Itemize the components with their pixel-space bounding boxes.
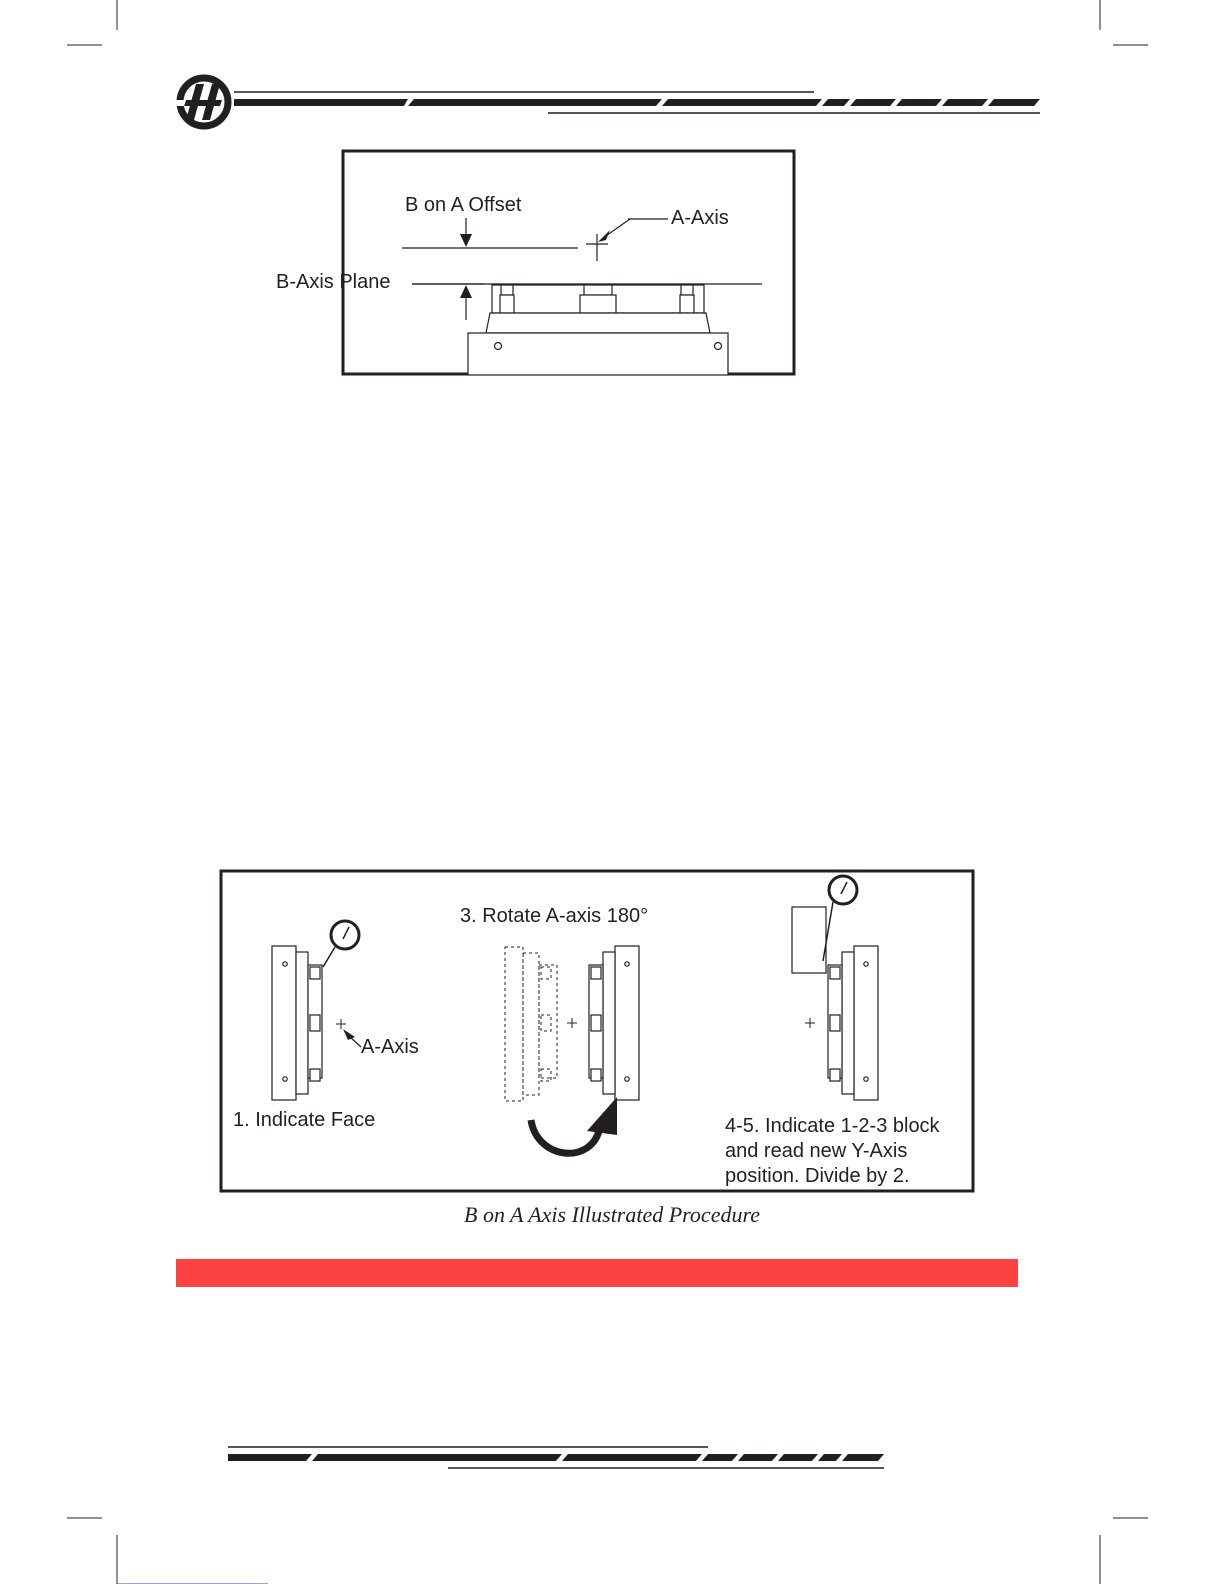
step3-label: 3. Rotate A-axis 180° (460, 905, 649, 927)
step45-line2: and read new Y-Axis (725, 1140, 908, 1162)
rotated-table (589, 946, 639, 1100)
section-divider-bar (176, 1259, 1018, 1287)
header-stripes (0, 0, 1224, 140)
offset-label: B on A Offset (405, 194, 522, 216)
b-axis-plane-label-outside: B-Axis Plane (276, 271, 391, 293)
figure-caption: B on A Axis Illustrated Procedure (464, 1202, 760, 1227)
page-header (0, 0, 1224, 140)
step1-label: 1. Indicate Face (233, 1109, 376, 1131)
panel-indicate-face (272, 946, 322, 1100)
step45-line1: 4-5. Indicate 1-2-3 block (725, 1115, 940, 1137)
trunnion-table (468, 285, 728, 375)
step45-line3: position. Divide by 2. (725, 1165, 910, 1187)
a-axis-label-2: A-Axis (361, 1036, 419, 1058)
plane-leader (408, 280, 488, 290)
procedure-figure (219, 869, 975, 1195)
a-axis-label: A-Axis (671, 207, 729, 229)
b-on-a-offset-figure (340, 148, 798, 378)
footer-stripes (0, 1440, 1224, 1480)
